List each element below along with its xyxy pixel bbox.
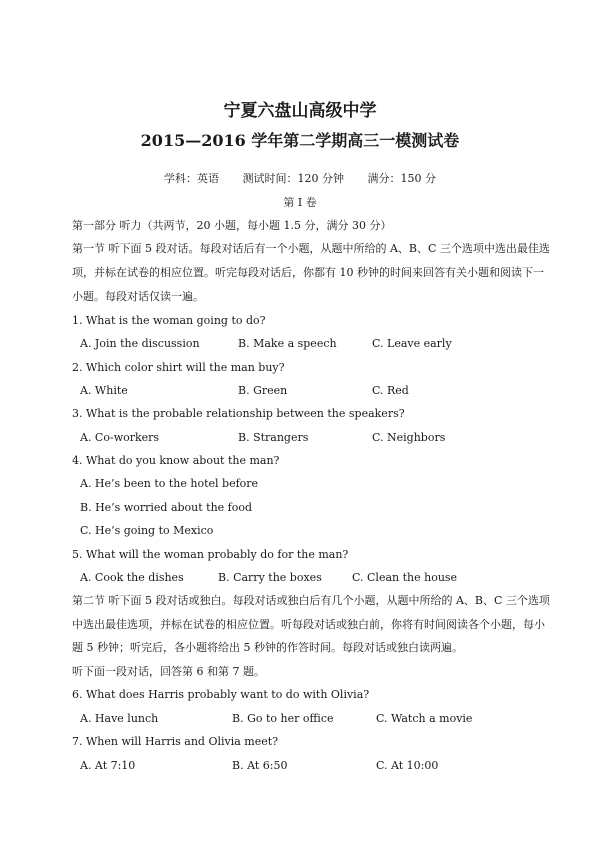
question-stem: 2. Which color shirt will the man buy?	[72, 361, 285, 374]
question-stem: 1. What is the woman going to do?	[72, 314, 266, 327]
option-c: C. Clean the house	[352, 571, 458, 584]
question-stem: 7. When will Harris and Olivia meet?	[72, 735, 279, 748]
question-stem: 6. What does Harris probably want to do with Olivia?	[72, 688, 370, 701]
volume-label: 第 I 卷	[283, 196, 317, 209]
exam-meta	[0, 172, 600, 186]
section2-instructions-line: 中选出最佳选项，并标在试卷的相应位置。听每段对话或独白前，你将有时间阅读各个小题，每小	[72, 618, 545, 631]
option-b: B. Make a speech	[238, 337, 337, 350]
option-a: A. At 7:10	[80, 759, 136, 772]
option-a: A. Have lunch	[80, 712, 159, 725]
option-a: A. Join the discussion	[80, 337, 200, 350]
option-c: C. Neighbors	[372, 431, 446, 444]
subject-label: 学科：英语	[164, 172, 219, 185]
option-b: B. He’s worried about the food	[80, 501, 253, 514]
option-b: B. Go to her office	[232, 712, 334, 725]
option-b: B. Carry the boxes	[218, 571, 322, 584]
school-name: 宁夏六盘山高级中学	[223, 101, 377, 121]
question-stem: 3. What is the probable relationship between the speakers?	[72, 407, 405, 420]
question-stem: 4. What do you know about the man?	[72, 454, 280, 467]
section1-instructions-line: 项，并标在试卷的相应位置。听完每段对话后，你都有 10 秒钟的时间来回答有关小题和阅读下一	[72, 266, 544, 279]
dialogue-intro: 听下面一段对话，回答第 6 和第 7 题。	[72, 665, 265, 678]
section2-instructions-line: 第二节 听下面 5 段对话或独白。每段对话或独白后有几个小题，从题中所给的 A、B、C 三个选项	[72, 594, 550, 607]
question-stem: 5. What will the woman probably do for the man?	[72, 548, 349, 561]
option-b: B. At 6:50	[232, 759, 288, 772]
option-a: A. He’s been to the hotel before	[80, 477, 259, 490]
option-a: A. Cook the dishes	[80, 571, 184, 584]
option-c: C. Red	[372, 384, 409, 397]
option-b: B. Strangers	[238, 431, 309, 444]
exam-title: 2015—2016 学年第二学期高三一模测试卷	[140, 131, 460, 150]
score-label: 满分：150 分	[367, 172, 436, 185]
part1-heading: 第一部分 听力（共两节，20 小题，每小题 1.5 分，满分 30 分）	[72, 219, 392, 232]
option-c: C. At 10:00	[376, 759, 439, 772]
section1-instructions-line: 小题。每段对话仅读一遍。	[72, 290, 204, 303]
duration-label: 测试时间：120 分钟	[242, 172, 344, 185]
section2-instructions-line: 题 5 秒钟；听完后，各小题将给出 5 秒钟的作答时间。每段对话或独白读两遍。	[72, 641, 463, 654]
option-c: C. Watch a movie	[376, 712, 473, 725]
section1-instructions-line: 第一节 听下面 5 段对话。每段对话后有一个小题，从题中所给的 A、B、C 三个选项中选出最佳选	[72, 242, 550, 255]
option-a: A. White	[80, 384, 128, 397]
option-c: C. He’s going to Mexico	[80, 524, 214, 537]
option-c: C. Leave early	[372, 337, 452, 350]
option-b: B. Green	[238, 384, 288, 397]
option-a: A. Co-workers	[80, 431, 160, 444]
